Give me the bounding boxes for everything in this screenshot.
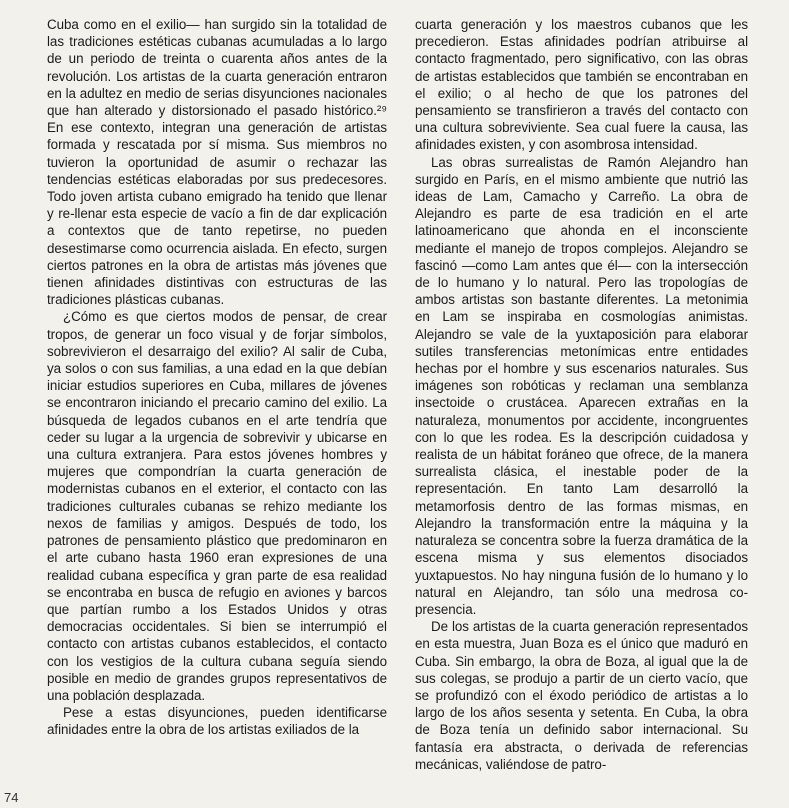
right-text-column [415,16,748,773]
paragraph: De los artistas de la cuarta generación representados en esta muestra, Juan Boza es el único que maduró en Cuba. Sin embargo, la obra de Boza, al igual que la de sus colegas, se produjo a partir de un cierto vacío, que se profundizó con el éxodo periódico de artistas a lo largo de los años sesenta y setenta. En Cuba, la obra de Boza tenía un definido sabor internacional. Su fantasía era abstracta, o derivada de referencias mecánicas, valiéndose de patro- [415,619,748,772]
paragraph: Las obras surrealistas de Ramón Alejandro han surgido en París, en el mismo ambiente que nutrió las ideas de Lam, Camacho y Carreño. La obra de Alejandro es parte de esa tradición en el arte latinoamericano que ahonda en el inconsciente mediante el manejo de tropos complejos. Alejandro se fascinó —como Lam antes que él— con la intersección de lo humano y lo natural. Pero las tropologías de ambos artistas son bastante diferentes. La metonimia en Lam se inspiraba en cosmologías animistas. Alejandro se vale de la yuxtaposición para elaborar sutiles transferencias metonímicas entre entidades hechas por el hombre y sus escenarios naturales. Sus imágenes son robóticas y reclaman una semblanza insectoide o crustácea. Aparecen extrañas en la naturaleza, monumentos por accidente, incongruentes con lo que les rodea. Es la descripción cuidadosa y realista de un hábitat foráneo que ofrece, de la manera surrealista clásica, el inestable poder de la representación. En tanto Lam desarrolló la metamorfosis dentro de las formas mismas, en Alejandro la transformación entre la máquina y la naturaleza se concentra sobre la fuerza dramática de la escena misma y sus elementos disociados yuxtapuestos. No hay ninguna fusión de lo humano y lo natural en Alejandro, tan sólo una medrosa co-presencia. [415,154,748,617]
page-number: 74 [4,790,19,805]
paragraph: Pese a estas disyunciones, pueden identificarse afinidades entre la obra de los artistas exiliados de la [47,705,387,738]
paragraph: ¿Cómo es que ciertos modos de pensar, de crear tropos, de generar un foco visual y de forjar símbolos, sobrevivieron el desarraigo del exilio? Al salir de Cuba, ya solos o con sus familias, a una edad en la que debían iniciar estudios superiores en Cuba, millares de jóvenes se encontraron iniciando el precario camino del exilio. La búsqueda de legados cubanos en el arte tendría que ceder su lugar a la urgencia de sobrevivir y ubicarse en una cultura extranjera. Para estos jóvenes hombres y mujeres que compondrían la cuarta generación de modernistas cubanos en el exterior, el contacto con las tradiciones culturales cubanas se rehizo mediante los nexos de familias y amigos. Después de todo, los patrones de pensamiento plástico que predominaron en el arte cubano hasta 1960 eran expresiones de una realidad cubana específica y gran parte de esa realidad se encontraba en busca de refugio en aviones y barcos que partían rumbo a los Estados Unidos y otras democracias occidentales. Si bien se interrumpió el contacto con artistas cubanos establecidos, el contacto con los vestigios de la cultura cubana seguía siendo posible en medio de grandes grupos representativos de una población desplazada. [47,309,387,703]
paragraph: Cuba como en el exilio— han surgido sin la totalidad de las tradiciones estéticas cubanas acumuladas a lo largo de un periodo de treinta o cuarenta años antes de la revolución. Los artistas de la cuarta generación entraron en la adultez en medio de serias disyunciones nacionales que han alterado y distorsionado el pasado histórico.²⁹ En ese contexto, integran una generación de artistas formada y rescatada por sí misma. Sus miembros no tuvieron la oportunidad de asumir o rechazar las tendencias estéticas elaboradas por sus predecesores. Todo joven artista cubano emigrado ha tenido que llenar y re-llenar esta especie de vacío a fin de dar explicación a contextos que de tanto repetirse, no pueden desestimarse como ocurrencia aislada. En efecto, surgen ciertos patrones en la obra de artistas más jóvenes que tienen afinidades distintivas con estructuras de las tradiciones plásticas cubanas. [47,17,387,308]
left-text-column [47,16,387,739]
paragraph: cuarta generación y los maestros cubanos que les precedieron. Estas afinidades podrían atribuirse al contacto fragmentado, pero significativo, con las obras de artistas establecidos que también se encontraban en el exilio; o al hecho de que los patrones del pensamiento se transfirieron a través del contacto con una cultura sobreviviente. Sea cual fuere la causa, las afinidades existen, y con asombrosa intensidad. [415,17,748,153]
